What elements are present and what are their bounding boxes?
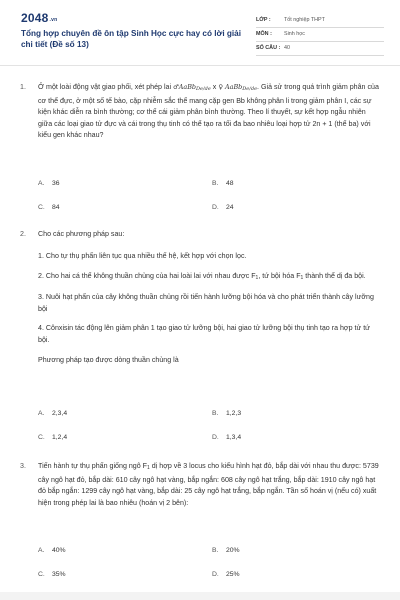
option-text: 25% [226, 571, 240, 578]
option-letter: A. [38, 180, 45, 187]
option-text: 40% [52, 547, 66, 554]
option-text: 20% [226, 547, 240, 554]
header-divider [0, 65, 400, 66]
question-2 [20, 229, 380, 444]
method-2-subscript: 1 [300, 274, 304, 281]
method-1: 1. Cho tự thụ phấn liên tục qua nhiều thế hệ, kết hợp với chọn lọc. [38, 252, 247, 260]
cross-female-fraction: De/de [242, 86, 258, 92]
next-question-cutoff [0, 592, 400, 600]
option-letter: C. [38, 571, 45, 578]
option-text: 1,2,3 [226, 410, 242, 417]
question-intro: Cho các phương pháp sau: [38, 230, 125, 238]
option-text: 48 [226, 180, 234, 187]
meta-count-value: 40 [284, 45, 290, 51]
option-letter: D. [212, 571, 219, 578]
method-2-subscript: 1 [255, 274, 259, 281]
question-number: 1. [20, 83, 26, 91]
option-text: 1,2,4 [52, 434, 68, 441]
option-b[interactable] [212, 545, 240, 557]
option-d[interactable] [212, 202, 234, 214]
option-letter: A. [38, 547, 45, 554]
document-title: Tổng hợp chuyên đề ôn tập Sinh Học cực hay có lời giải chi tiết (Đề số 13) [21, 29, 242, 49]
meta-subject-label: MÔN : [256, 31, 272, 37]
option-d[interactable] [212, 432, 241, 444]
document-header [0, 0, 400, 58]
option-letter: C. [38, 204, 45, 211]
meta-class-value: Tốt nghiệp THPT [284, 17, 325, 23]
meta-class-label: LỚP : [256, 17, 271, 23]
cross-male-fraction: De/de [196, 86, 211, 92]
option-text: 2,3,4 [52, 410, 68, 417]
cross-times-sign: x [210, 83, 219, 91]
option-text: 24 [226, 204, 234, 211]
question-text-part: dị hợp về 3 locus cho kiểu hình hạt đỏ, bắp dài với nhau thu được: 5739 cây ngô hạt đỏ, bắp dài: 610 cây ngô hạt vàng, bắp ngắn: 608 cây ngô hạt trắng, bắp dài: 1910 cây ngô hạt đỏ bắp ngắn: 1299 cây ngô hạt vàng, bắp dài: 25 cây ngô hạt trắng, bắp ngắn. Tần số hoán vị (nếu có) xuất hiện trong phép lai là bao nhiêu (hoán vị 2 bên): [38, 462, 379, 507]
option-a[interactable] [38, 408, 67, 420]
brand-suffix: .vn [49, 17, 58, 23]
option-b[interactable] [212, 408, 241, 420]
question-text-part: . Giả sử trong quá trình giảm phân của cơ thể đực, ở một số tế bào, cặp nhiễm sắc thể mang cặp gen Bb không phân li trong giảm phân I, các sự kiện khác diễn ra bình thường; cơ thể cái giảm phân bình thường. Theo lí thuyết, sự kết hợp ngẫu nhiên giữa các loại giao tử đực và cái trong thụ tinh có thể tạo ra tối đa bao nhiêu loại hợp tử 2n + 1 (thể ba) với kiểu gen khác nhau? [38, 83, 379, 140]
question-3 [20, 461, 380, 586]
method-2 [38, 271, 380, 285]
cross-female-genotype: ♀ AaBb [218, 83, 243, 91]
option-c[interactable] [38, 432, 67, 444]
question-1 [20, 82, 380, 222]
method-3: 3. Nuôi hạt phấn của cây không thuần chủng rồi tiến hành lưỡng bội hóa và cho phát triển thành cây lưỡng bội [38, 293, 374, 313]
option-letter: B. [212, 180, 219, 187]
document-meta [256, 14, 384, 56]
option-letter: B. [212, 410, 219, 417]
option-text: 84 [52, 204, 60, 211]
method-2-part: thành thể dị đa bội. [303, 271, 366, 280]
meta-subject-row [256, 28, 384, 42]
question-text-part: Ở một loài động vật giao phối, xét phép lai [38, 83, 174, 91]
method-list [38, 251, 380, 374]
option-b[interactable] [212, 178, 234, 190]
meta-class-row [256, 14, 384, 28]
question-subscript: 1 [147, 465, 150, 471]
option-d[interactable] [212, 569, 240, 581]
cross-female [218, 83, 257, 91]
brand-logo[interactable] [21, 11, 57, 25]
option-a[interactable] [38, 545, 66, 557]
meta-subject-value: Sinh học [284, 31, 305, 37]
method-2-part: , tứ bội hóa F [258, 271, 301, 280]
option-text: 1,3,4 [226, 434, 242, 441]
option-a[interactable] [38, 178, 60, 190]
option-text: 36 [52, 180, 60, 187]
question-text [38, 82, 380, 142]
cross-male [173, 83, 211, 91]
question-text-part: Tiến hành tự thụ phấn giống ngô F [38, 462, 148, 470]
option-letter: A. [38, 410, 45, 417]
option-text: 35% [52, 571, 66, 578]
option-c[interactable] [38, 202, 60, 214]
cross-male-genotype: ♂AaBb [173, 83, 196, 91]
question-number: 2. [20, 230, 26, 238]
option-letter: D. [212, 204, 219, 211]
option-letter: D. [212, 434, 219, 441]
question-text [38, 461, 380, 509]
meta-count-label: SỐ CÂU : [256, 45, 281, 51]
method-4: 4. Cônxisin tác động lên giảm phân 1 tạo giao tử lưỡng bội, hai giao tử lưỡng bội thụ tinh tạo ra hợp tử tứ bội. [38, 324, 370, 344]
method-2-part: 2. Cho hai cá thể không thuần chủng của hai loài lai với nhau được F [38, 271, 256, 280]
question-number: 3. [20, 462, 26, 470]
brand-name: 2048 [21, 11, 49, 25]
meta-count-row [256, 42, 384, 56]
option-letter: B. [212, 547, 219, 554]
option-letter: C. [38, 434, 45, 441]
option-c[interactable] [38, 569, 66, 581]
question-ask: Phương pháp tạo được dòng thuần chủng là [38, 355, 179, 364]
